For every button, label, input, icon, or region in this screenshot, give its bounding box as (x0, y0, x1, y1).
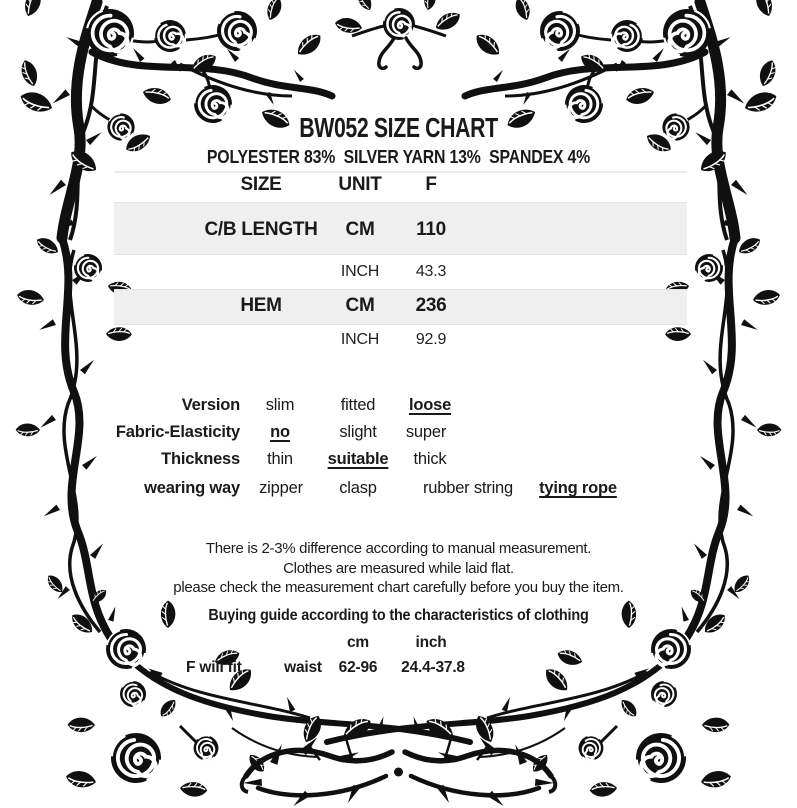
row-value: 43.3 (415, 263, 447, 280)
buying-guide-data-row (0, 657, 797, 679)
row-unit: INCH (340, 331, 380, 348)
fit-label: F will fit (186, 659, 242, 676)
attribute-option-selected: tying rope (539, 479, 617, 497)
page-title: BW052 SIZE CHART (299, 112, 498, 143)
row-value: 236 (415, 295, 447, 316)
attribute-option: slim (265, 396, 295, 414)
attribute-label: Version (181, 396, 240, 414)
row-unit: INCH (340, 263, 380, 280)
attribute-option: thin (267, 450, 293, 468)
row-label: HEM (240, 295, 282, 316)
note-line: please check the measurement chart carefully before you buy the item. (173, 579, 624, 596)
attribute-option-selected: suitable (327, 450, 389, 468)
table-row (0, 219, 797, 241)
attribute-label: wearing way (144, 479, 240, 497)
attribute-row-version (0, 392, 797, 418)
buying-guide-unit-row (0, 632, 797, 654)
row-value: 92.9 (415, 331, 447, 348)
attribute-option: rubber string (422, 479, 514, 497)
attribute-row-thickness (0, 446, 797, 472)
row-value: 110 (416, 219, 446, 240)
table-row (0, 329, 797, 351)
cm-range: 62-96 (338, 659, 378, 676)
note-line: Clothes are measured while laid flat. (283, 559, 514, 577)
measurement-notes (0, 539, 797, 598)
attribute-option-selected: loose (408, 396, 452, 414)
header-f: F (425, 174, 437, 195)
attribute-option: clasp (339, 479, 377, 497)
inch-range: 24.4-37.8 (401, 659, 465, 676)
row-unit: CM (345, 295, 375, 316)
size-table-header (0, 174, 797, 196)
attribute-option-selected: no (270, 423, 290, 441)
attribute-row-elasticity (0, 419, 797, 445)
top-rose-ornament (333, 0, 463, 68)
attribute-option: fitted (340, 396, 376, 414)
attribute-option: slight (339, 423, 377, 441)
attribute-option: super (405, 423, 447, 441)
attribute-label: Thickness (161, 450, 240, 468)
unit-cm: cm (346, 634, 370, 651)
header-unit: UNIT (338, 174, 382, 195)
attribute-option: zipper (259, 479, 303, 497)
table-row (0, 261, 797, 283)
unit-inch: inch (415, 634, 447, 651)
row-unit: CM (345, 219, 375, 240)
buying-guide-title: Buying guide according to the characteristics of clothing (208, 607, 589, 624)
body-part: waist (284, 659, 322, 676)
note-line: There is 2-3% difference according to manual measurement. (205, 540, 592, 557)
attribute-label: Fabric-Elasticity (115, 423, 240, 441)
row-label: C/B LENGTH (204, 219, 318, 240)
attribute-row-wearing-way (0, 475, 797, 501)
material-composition: POLYESTER 83% SILVER YARN 13% SPANDEX 4% (206, 147, 591, 167)
attribute-option: thick (413, 450, 447, 468)
table-top-divider (114, 171, 687, 173)
header-size: SIZE (240, 174, 282, 195)
table-row (0, 295, 797, 317)
